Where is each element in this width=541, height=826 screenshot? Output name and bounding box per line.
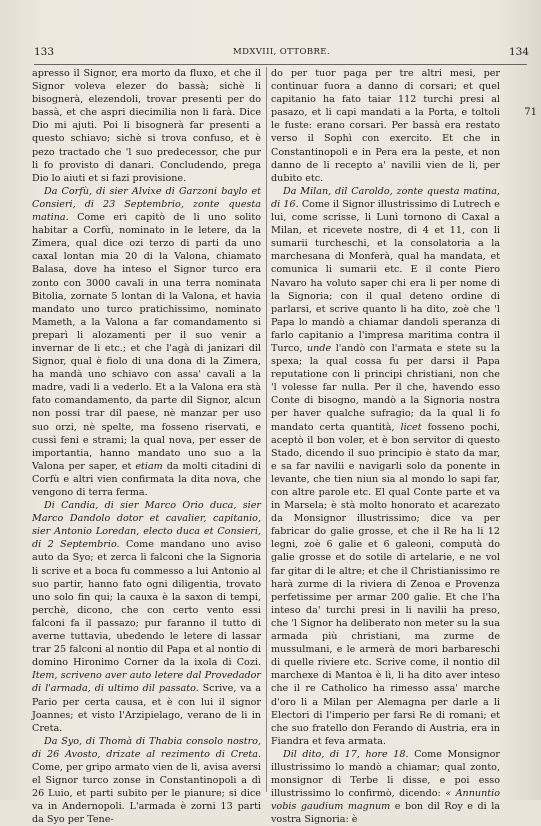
paragraph: [32, 499, 261, 735]
running-title: MDXVIII, OTTOBRE.: [233, 47, 330, 57]
paragraph: [32, 185, 261, 499]
dispatch-text: Come Monsignor illustrissimo lo mandò a chiamar; qual zonto, monsignor di Terbe li disse, e poi esso illustrissimo lo confirmò, dicendo:: [271, 748, 500, 800]
dispatch-text: Come, per gripo armato vien de li, avisa aversi el Signor turco zonse in Constantinopoli a dì 26 Luio, et parti subito per le pianure; si dice va in Andernopoli. L'armada è zorni 13 parti da Syo per Tene-: [32, 761, 261, 826]
dispatch-text: Come mandano uno aviso auto da Syo; et zerca li falconi che la Signoria li scrive et a boca fu commesso a lui Antonio al suo partir, hanno fato ogni diligentia, trovato uno solo fin qui; la cauxa è la saxon di tempi, perchè, dicono, che con certo vento essi falconi fa il passazo; pur faranno il tutto di averne tuttavia, ubedendo le letere di lassar trar 25 falconi al nontio dil Papa et al nontio di domino Hironimo Corner da la ixola di Cozi.: [32, 539, 261, 669]
right-column: [271, 67, 500, 826]
italic-word: unde: [306, 342, 332, 354]
margin-note: 71: [524, 107, 537, 118]
paragraph: [271, 748, 500, 826]
header-rule: [34, 64, 527, 65]
dispatch-text: Scrive, va a Pario per certa causa, et è con lui il signor Joannes; et visto l'Arzipielago, verano de li in Creta.: [32, 683, 261, 734]
dispatch-text: fosseno pochi, aceptò il bon voler, et è bon servitor di questo Stado, dicendo il suo principio è stato da mar, e sa far navilii e navigarli solo da ponente in levante, che tien niun sia al mondo lo sapi far, con altre parole etc. El qual Conte parte et va in Marsela; è stà molto honorato et acarezato da Monsignor illustrissimo; dice va per fabricar do galie grosse, et che il Re ha li 12 legni, zoè 6 galie et 6 galeoni, computà do galie grosse et do sotile di artelarie, e ne vol far gitar di le altre; et che il Christianissimo re harà zurme di la riviera di Zenoa e Provenza perfetissime per armar 200 galie. Et che l'ha inteso da' turchi presi in li navilii ha preso, che 'l Signor ha deliberato non meter su la sua armada più christiani, ma zurme de mussulmani, e le armerà de mori barbareschi di quelle riviere etc. Scrive come, il nontio dil marchexe di Mantoa è lì, li ha dito aver inteso che il re Catholico ha rimesso assa' marche d'oro li a Milan per Alemagna per darle a li Electori di l'imperio per farsi Re di romani; et che suo fratello don Ferando di Austria, era in Fiandra et feva armata.: [271, 421, 500, 747]
paragraph: do per tuor paga per tre altri mesi, per continuar fuora a danno di corsari; et quel capitanio ha fato taiar 112 turchi presi al pasazo, et li capi mandati a la Porta, e toltoli le fuste: erano corsari. Per bassà era restato verso il Sophì con exercito. Et che in Constantinopoli e in Pera era la peste, et non danno de li recepto a' navilii vien de li, per dubito etc.: [271, 68, 500, 184]
left-column: [32, 67, 261, 826]
page-number-right: 134: [508, 46, 529, 58]
paragraph: apresso il Signor, era morto da fluxo, et che il Signor voleva elezer do bassà; sichè li bisognerà, elezendoli, trovar presenti per do bassà, et che aspri diecimilia non li farà. Dice Dio mi ajuti. Poi li bisognerà far presenti a questo schiavo; sichè si trova confuso, et è pezo tractado che 'l suo predecessor, che pur li fo provisto di danari. Concludendo, prega Dio lo aiuti et si fazi provisione.: [32, 68, 261, 184]
dispatch-heading: Dil dito, di 17, hore 18.: [283, 748, 409, 760]
dispatch-text: da molti citadini di Corfù e altri vien confirmata la dita nova, che vengono di terra ferma.: [32, 460, 262, 498]
page-number-left: 133: [34, 46, 55, 58]
italic-phrase: Item, scriveno aver auto letere dal Provedador di l'armada, di ultimo dil passato.: [32, 670, 261, 695]
italic-word: etiam: [135, 460, 163, 472]
dispatch-text: Come il Signor illustrissimo di Lutrech e lui, come scrisse, li Lunì tornono di Caxal a Milan, et ricevete nostre, di 4 et 11, con li sumarii turcheschi, et la consolatoria a la marchesana di Monferà, qual ha mandata, et comunica li sumarii etc. E il conte Piero Navaro ha voluto saper chi era li per nome di la Signoria; con il qual deteno ordine di parlarsi, et scrive quanto li ha dito, zoè che 'l Papa lo mandò a chiamar dandoli speranza di farlo capitanio a l'impresa maritima contra il Turco,: [271, 198, 500, 354]
italic-word: licet: [400, 421, 422, 433]
dispatch-heading: Da Syo, di Thomà di Thabia consolo nostro, di 26 Avosto, drizate al rezimento di Creta.: [32, 735, 261, 760]
dispatch-text: l'andò con l'armata e stete su la spexa; la qual cossa fu per darsi il Papa reputatione con li principi christiani, non che 'l volesse far nulla. Per il che, havendo esso Conte di bisogno, mandò a la Signoria nostra per haver qualche sufragio; da la qual li fo mandato certa quantità,: [271, 342, 500, 433]
dispatch-text: Come eri capitò de li uno solito habitar a Corfù, nominato in le letere, da la Zimera, qual dice ozi terzo di parti da uno caxal lontan mia 20 di la Valona, chiamato Balasa, dove ha inteso el Signor turco era zonto con 3000 cavali in una terra nominata Bitolia, zornate 5 lontan di la Valona, et havia mandato uno turco pratichissimo, nominato Mameth, a la Valona a far comandamento si preparì li alozamenti per il suo venir a invernar de li etc.; et che l'agà di janizari dil Signor, qual è fiolo di una dona di la Zimera, ha mandà uno schiavo con assa' cavali a la madre, vadi li a vederlo. Et a la Valona era stà fato comandamento, da parte dil Signor, alcun non possi trar dil paese, nè manzar per uso suo orzi, nè spelte, ma fosseno riservati, e cussì feni e strami; la qual nova, per esser de importantia, hanno mandato uno suo a la Valona per saper, et: [32, 212, 261, 472]
page-header: [34, 46, 529, 62]
paragraph: [271, 185, 500, 748]
latin-quote: « Annuntio vobis gaudium magnum: [271, 788, 500, 813]
dispatch-heading: Di Candia, di sier Marco Orio duca, sier Marco Dandolo dotor et cavalier, capitanio, sier Antonio Loredan, electo duca et Consieri, di 2 Septembrio.: [32, 500, 261, 551]
column-divider: [266, 67, 267, 792]
dispatch-heading: Da Milan, dil Caroldo, zonte questa matina, di 16.: [271, 185, 500, 210]
paragraph: [32, 735, 261, 826]
dispatch-text: e bon dil Roy e di la vostra Signoria: è: [271, 801, 500, 826]
dispatch-heading: Da Corfù, di sier Alvixe di Garzoni baylo et Consieri, di 23 Septembrio, zonte questa matina.: [32, 185, 261, 224]
